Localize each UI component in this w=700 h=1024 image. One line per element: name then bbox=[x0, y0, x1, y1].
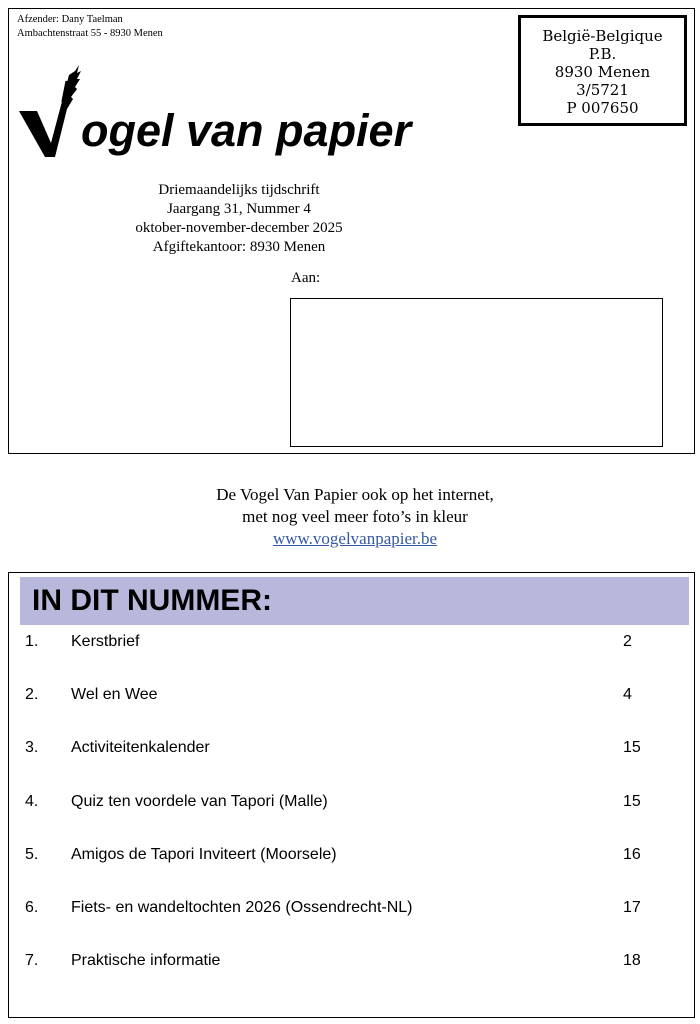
website-line-1: De Vogel Van Papier ook op het internet, bbox=[216, 485, 494, 504]
publication-volume: Jaargang 31, Nummer 4 bbox=[167, 201, 311, 217]
envelope-cover bbox=[8, 8, 695, 454]
table-of-contents bbox=[8, 572, 695, 1018]
toc-item-title: Wel en Wee bbox=[71, 686, 158, 703]
website-link[interactable]: www.vogelvanpapier.be bbox=[272, 529, 438, 548]
toc-heading: IN DIT NUMMER: bbox=[20, 577, 689, 625]
toc-item-number: 7. bbox=[25, 952, 39, 969]
toc-item-title: Fiets- en wandeltochten 2026 (Ossendrecht-NL) bbox=[71, 899, 413, 916]
publication-office: Afgiftekantoor: 8930 Menen bbox=[152, 239, 326, 255]
website-notice bbox=[0, 484, 700, 550]
toc-item-title: Quiz ten voordele van Tapori (Malle) bbox=[71, 793, 328, 810]
postage-city: 8930 Menen bbox=[554, 63, 651, 81]
toc-item-number: 1. bbox=[25, 633, 39, 650]
toc-item-number: 4. bbox=[25, 793, 39, 810]
toc-item-title: Kerstbrief bbox=[71, 633, 140, 650]
toc-item-number: 2. bbox=[25, 686, 39, 703]
toc-item-page: 4 bbox=[623, 686, 632, 703]
toc-item bbox=[9, 897, 689, 919]
sender-street: Ambachtenstraat 55 - 8930 Menen bbox=[17, 28, 163, 39]
postage-permit: P 007650 bbox=[566, 99, 639, 117]
logo-title: ogel van papier bbox=[81, 105, 412, 156]
toc-item-page: 15 bbox=[623, 739, 641, 756]
toc-item bbox=[9, 791, 689, 813]
toc-item bbox=[9, 684, 689, 706]
publication-info bbox=[104, 181, 374, 257]
toc-item-page: 2 bbox=[623, 633, 632, 650]
toc-item bbox=[9, 737, 689, 759]
postage-pb: P.B. bbox=[588, 45, 617, 63]
toc-item-page: 17 bbox=[623, 899, 641, 916]
postage-code: 3/5721 bbox=[576, 81, 629, 99]
toc-item-title: Activiteitenkalender bbox=[71, 739, 210, 756]
publication-period: oktober-november-december 2025 bbox=[135, 220, 343, 236]
website-line-2: met nog veel meer foto’s in kleur bbox=[242, 507, 468, 526]
logo-bird-v-icon bbox=[17, 61, 89, 161]
publication-type: Driemaandelijks tijdschrift bbox=[158, 182, 320, 198]
postage-box bbox=[518, 15, 687, 126]
sender-name: Afzender: Dany Taelman bbox=[17, 14, 123, 25]
recipient-address-box bbox=[290, 298, 663, 447]
toc-item-page: 18 bbox=[623, 952, 641, 969]
toc-item bbox=[9, 844, 689, 866]
toc-item-number: 6. bbox=[25, 899, 39, 916]
toc-item bbox=[9, 631, 689, 653]
postage-country: België-Belgique bbox=[542, 27, 663, 45]
toc-item-page: 16 bbox=[623, 846, 641, 863]
toc-item-page: 15 bbox=[623, 793, 641, 810]
toc-item-title: Amigos de Tapori Inviteert (Moorsele) bbox=[71, 846, 337, 863]
toc-item-title: Praktische informatie bbox=[71, 952, 221, 969]
toc-item-number: 5. bbox=[25, 846, 39, 863]
recipient-label: Aan: bbox=[291, 270, 321, 286]
sender-address bbox=[17, 13, 163, 41]
toc-item-number: 3. bbox=[25, 739, 39, 756]
toc-item bbox=[9, 950, 689, 972]
